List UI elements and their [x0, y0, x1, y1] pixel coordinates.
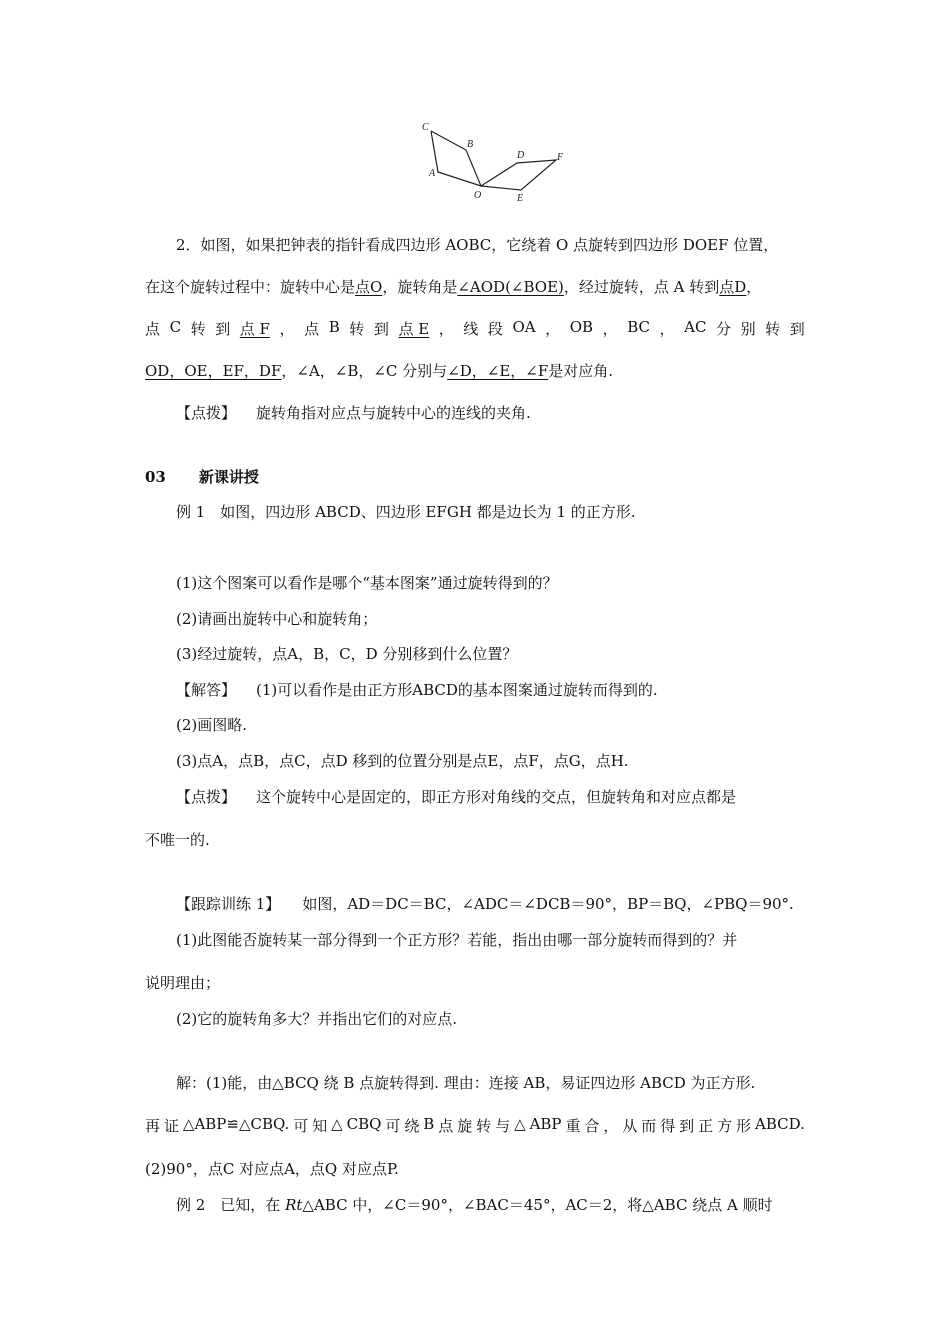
solution-word: 到: [679, 1117, 695, 1135]
label-b: B: [467, 139, 474, 150]
section-heading: [0, 466, 950, 487]
q2-line2: [0, 276, 950, 297]
solution-word: 从: [622, 1117, 638, 1135]
label-o: O: [474, 190, 482, 201]
track-text: 如图，AD＝DC＝BC，∠ADC＝∠DCB＝90°，BP＝BQ，∠PBQ＝90°.: [302, 895, 794, 913]
track-q1-cont: 说明理由；: [145, 974, 221, 992]
q2-word: B: [328, 318, 340, 336]
label-a: A: [429, 168, 436, 179]
section-number: 03: [145, 468, 166, 486]
solution-word: CBQ: [346, 1115, 382, 1133]
q2-word: 分: [716, 320, 732, 338]
answer-label: 【解答】: [176, 681, 237, 699]
solution-word: ，: [603, 1117, 619, 1135]
label-c: C: [422, 122, 429, 133]
answer-angle: ∠AOD(∠BOE): [457, 278, 564, 296]
example2-title: [0, 1194, 950, 1215]
answer-point-d: 点D: [719, 278, 747, 296]
example2-rt: Rt: [285, 1196, 303, 1214]
solution-word: 得: [660, 1117, 676, 1135]
q2-text: 是对应角.: [548, 362, 614, 380]
answer-segments: OD，OE，EF，DF: [145, 362, 282, 380]
solution-word: 知: [312, 1117, 328, 1135]
q2-word: 别: [740, 320, 756, 338]
example2-text: △ABC 中，∠C＝90°，∠BAC＝45°，AC＝2，将△ABC 绕点 A 顺时: [302, 1196, 773, 1214]
track-q1: (1)此图能否旋转某一部分得到一个正方形？若能，指出由哪一部分旋转而得到的？并: [176, 931, 738, 949]
q2-word: 到: [373, 320, 389, 338]
rotation-figure: [410, 118, 580, 210]
q2-text: 在这个旋转过程中：旋转中心是: [145, 278, 356, 296]
example1-answer: [0, 679, 950, 700]
q2-word: 点: [304, 320, 320, 338]
q2-word: BC: [627, 318, 650, 336]
q2-word: 转: [349, 320, 365, 338]
solution-word: 方: [717, 1117, 733, 1135]
label-d: D: [517, 150, 525, 161]
answer-point-f: 点 F: [239, 320, 270, 338]
example1-title: 例 1 如图，四边形 ABCD、四边形 EFGH 都是边长为 1 的正方形.: [176, 503, 636, 521]
solution-word: 点: [438, 1117, 454, 1135]
q2-word: AC: [684, 318, 707, 336]
q2-word: ，: [545, 320, 561, 338]
example1-tip: [0, 786, 950, 807]
q2-word: 到: [789, 320, 805, 338]
solution-word: 合: [584, 1117, 600, 1135]
q2-word: OB: [569, 318, 594, 336]
q2-word: 线: [463, 320, 479, 338]
q2-text: ，旋转角是: [382, 278, 458, 296]
quadrilateral-aobc: [431, 131, 481, 186]
q2-word: ，: [602, 320, 618, 338]
q2-word: ，: [279, 320, 295, 338]
example2-text: 例 2 已知，在: [176, 1196, 286, 1214]
answer-angles: ∠D，∠E，∠F: [447, 362, 549, 380]
solution-word: △: [331, 1115, 343, 1133]
solution-word: 可: [293, 1117, 309, 1135]
solution-word: 再: [145, 1117, 161, 1135]
q2-word: 转: [765, 320, 781, 338]
answer-point-e: 点 E: [398, 320, 430, 338]
solution-word: 而: [641, 1117, 657, 1135]
q2-word: 点: [145, 320, 161, 338]
solution-line2: [0, 1115, 805, 1136]
example1-answer3: (3)点A，点B，点C，点D 移到的位置分别是点E，点F，点G，点H.: [176, 752, 629, 770]
example1-q2: (2)请画出旋转中心和旋转角；: [176, 610, 378, 628]
solution-word: 转: [476, 1117, 492, 1135]
solution-line1: 解：(1)能，由△BCQ 绕 B 点旋转得到. 理由：连接 AB，易证四边形 ABCD 为正方形.: [176, 1074, 756, 1092]
q2-word: ，: [659, 320, 675, 338]
tip-label: 【点拨】: [176, 788, 237, 806]
tip-label: 【点拨】: [176, 404, 237, 422]
example1-answer2: (2)画图略.: [176, 716, 248, 734]
example1-q1: (1)这个图案可以看作是哪个“基本图案”通过旋转得到的？: [176, 574, 558, 592]
solution-word: 与: [495, 1117, 511, 1135]
tip-text: 旋转角指对应点与旋转中心的连线的夹角.: [256, 404, 531, 422]
q2-word: 段: [487, 320, 503, 338]
q2-word: C: [169, 318, 182, 336]
solution-word: 重: [565, 1117, 581, 1135]
q2-word: OA: [512, 318, 536, 336]
solution-word: 证: [163, 1117, 179, 1135]
quadrilateral-rotation-diagram: [410, 118, 580, 210]
track-title: [0, 893, 950, 914]
solution-word: △ABP≌△CBQ.: [182, 1115, 290, 1133]
solution-word: 旋: [457, 1117, 473, 1135]
answer-text: (1)可以看作是由正方形ABCD的基本图案通过旋转而得到的.: [256, 681, 658, 699]
solution-word: △: [514, 1115, 526, 1133]
q2-text: ，: [746, 278, 762, 296]
example1-tip-cont: 不唯一的.: [145, 831, 210, 849]
solution-line3: (2)90°，点C 对应点A，点Q 对应点P.: [145, 1160, 399, 1178]
solution-word: 形: [736, 1117, 752, 1135]
q2-word: ，: [438, 320, 454, 338]
answer-center: 点O: [355, 278, 383, 296]
q2-text: ，∠A，∠B，∠C 分别与: [281, 362, 448, 380]
q2-line3: [0, 318, 805, 339]
label-e: E: [517, 193, 524, 204]
q2-word: 到: [215, 320, 231, 338]
solution-word: ABP: [529, 1115, 562, 1133]
q2-line1: 2．如图，如果把钟表的指针看成四边形 AOBC，它绕着 O 点旋转到四边形 DOEF 位置，: [176, 236, 779, 254]
solution-word: 可: [385, 1117, 401, 1135]
q2-line4: [0, 360, 950, 381]
q2-text: ，经过旋转，点 A 转到: [563, 278, 720, 296]
section-title: 新课讲授: [198, 468, 259, 486]
example1-q3: (3)经过旋转，点A，B，C，D 分别移到什么位置？: [176, 645, 518, 663]
q2-tip: [0, 402, 950, 423]
track-label: 【跟踪训练 1】: [176, 895, 281, 913]
label-f: F: [557, 152, 564, 163]
tip-text: 这个旋转中心是固定的，即正方形对角线的交点，但旋转角和对应点都是: [256, 788, 737, 806]
q2-word: 转: [190, 320, 206, 338]
solution-word: B: [423, 1115, 435, 1133]
quadrilateral-doef: [481, 160, 556, 190]
solution-word: 绕: [404, 1117, 420, 1135]
solution-word: ABCD.: [754, 1115, 805, 1133]
solution-word: 正: [698, 1117, 714, 1135]
track-q2: (2)它的旋转角多大？并指出它们的对应点.: [176, 1010, 458, 1028]
